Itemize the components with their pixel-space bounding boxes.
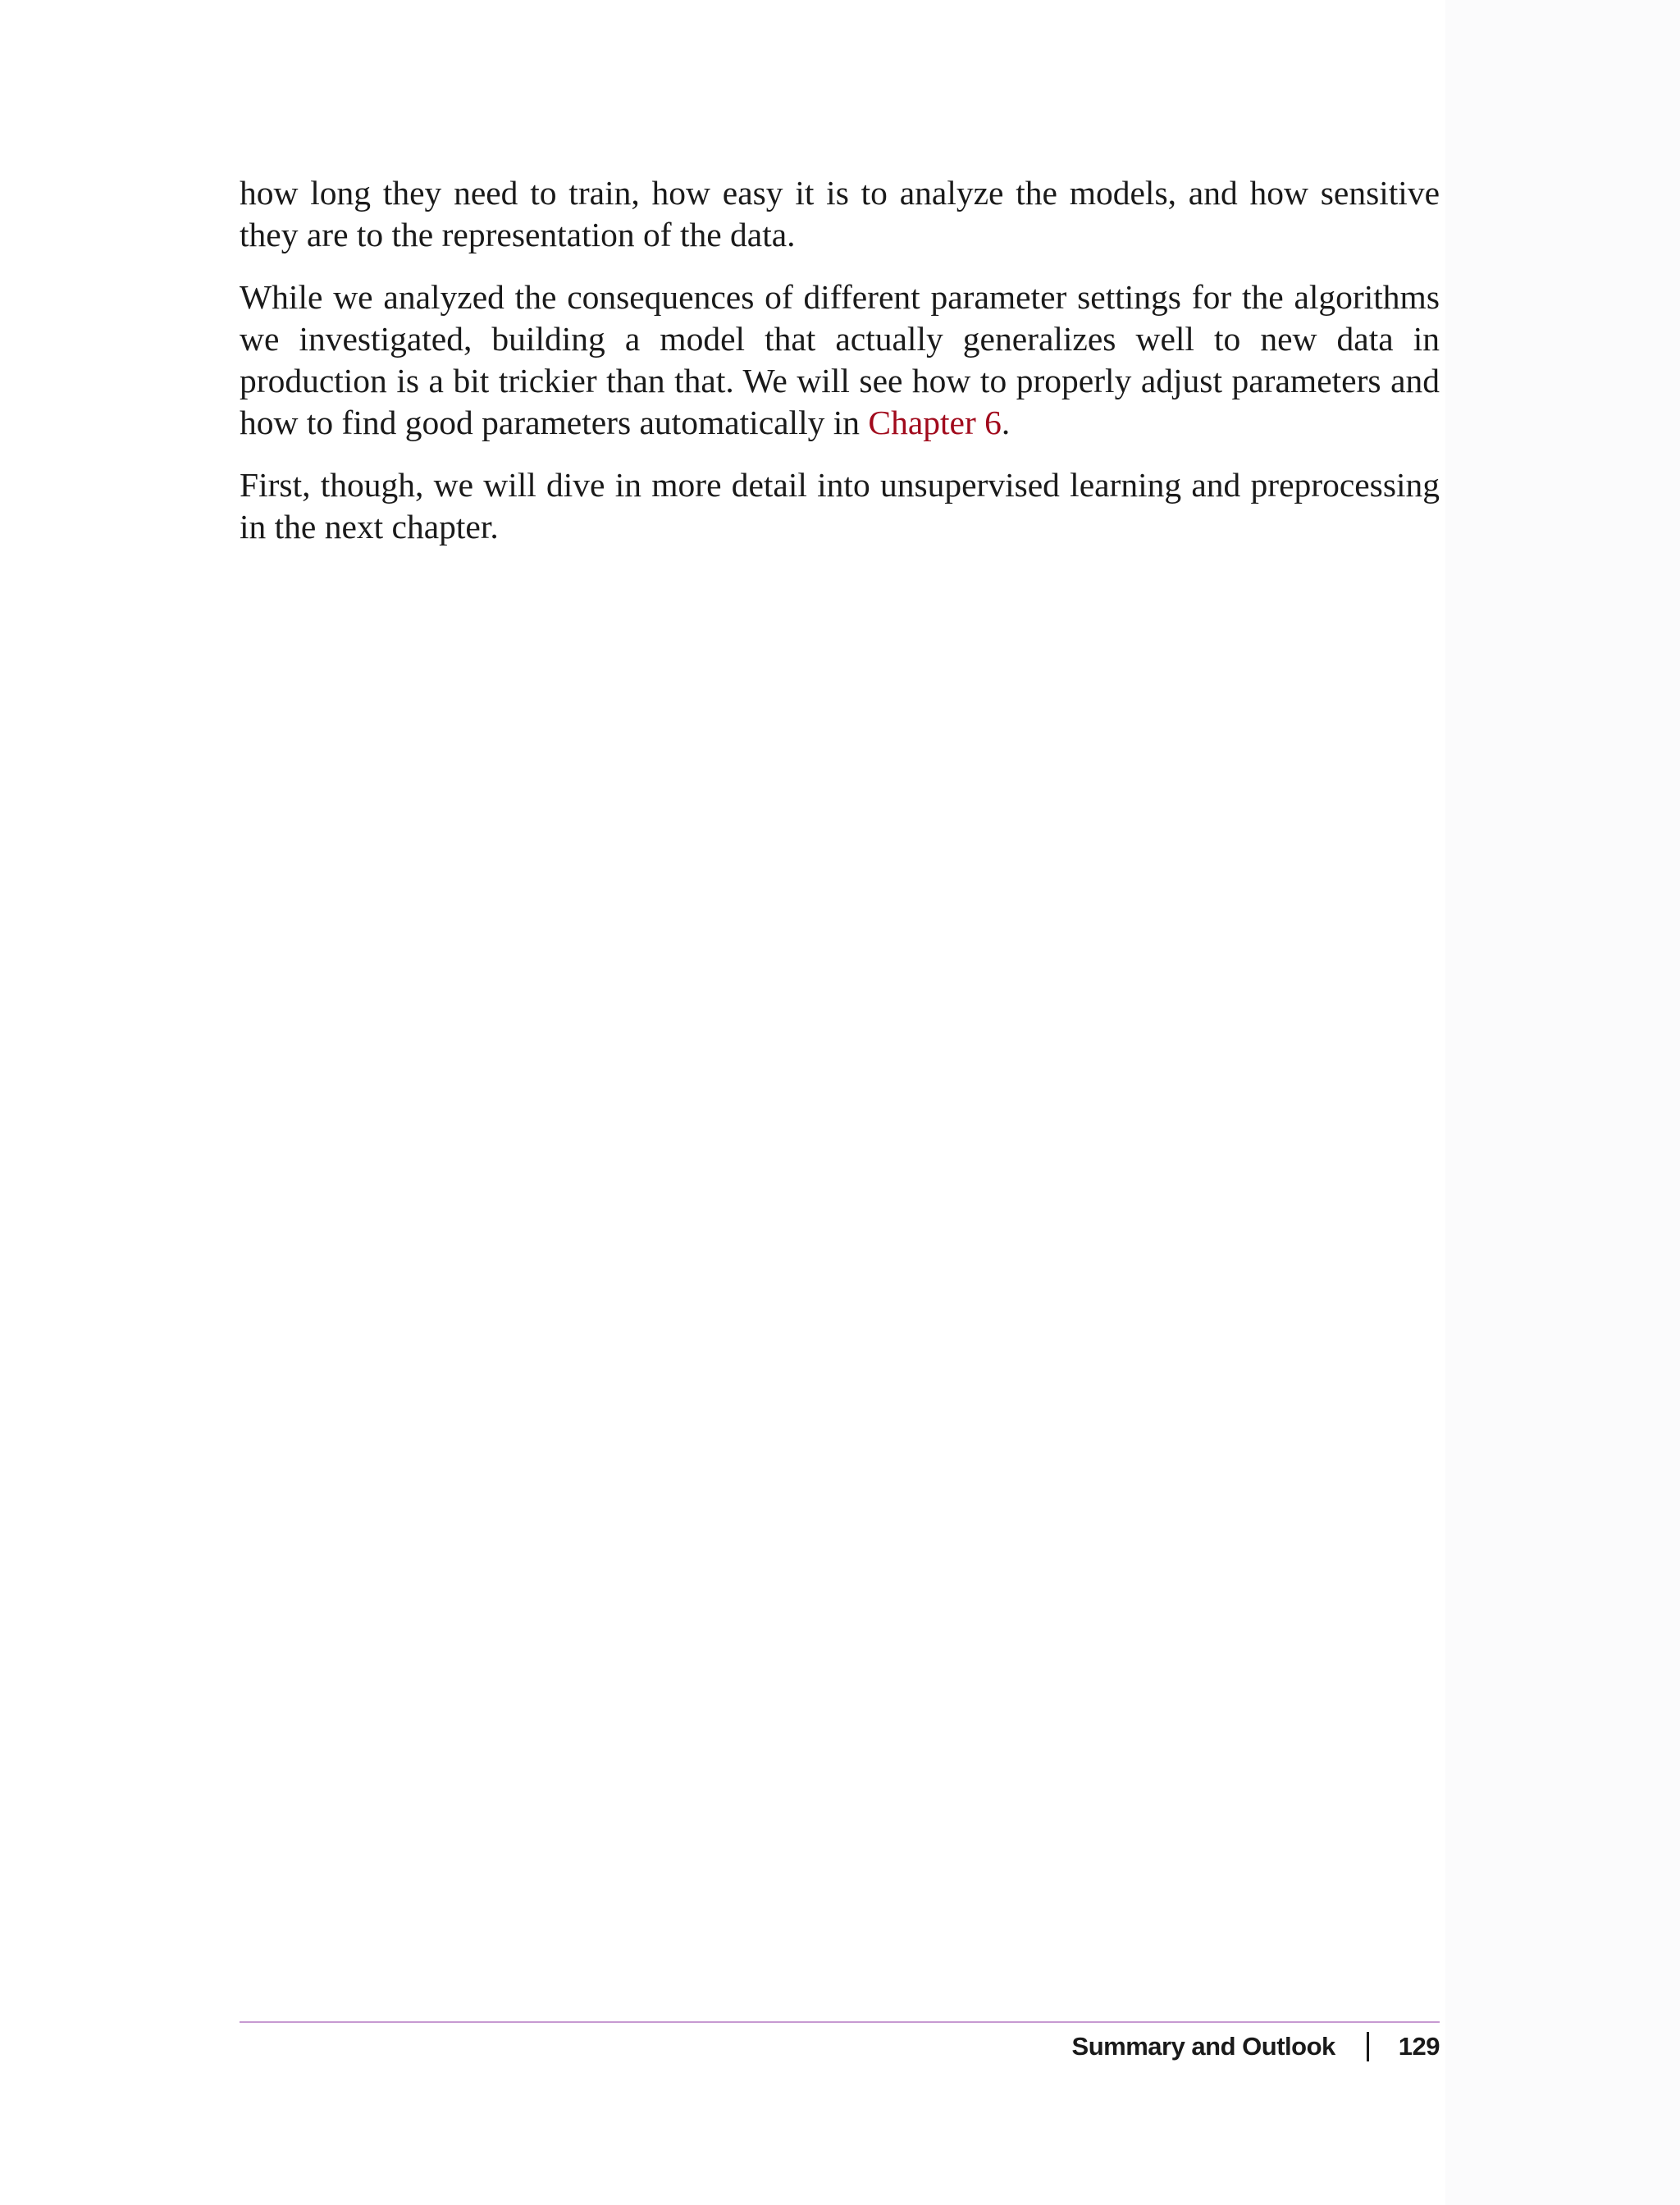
footer-section-title: Summary and Outlook: [1071, 2032, 1335, 2061]
chapter-6-link[interactable]: Chapter 6: [868, 404, 1002, 441]
paragraph-3: First, though, we will dive in more detail into unsupervised learning and preprocessing in the next chapter.: [240, 466, 1440, 546]
paragraph-2: [240, 276, 1440, 444]
paragraph-2-end: .: [1001, 404, 1011, 441]
footer-divider: [240, 2021, 1440, 2023]
footer-separator: [1367, 2032, 1369, 2061]
paragraph-1: how long they need to train, how easy it is to analyze the models, and how sensitive they are to the representation of the data.: [240, 174, 1440, 253]
body-text: [240, 172, 1440, 568]
page-number: 129: [1398, 2032, 1440, 2061]
paragraph-2-text: While we analyzed the consequences of different parameter settings for the algorithms we investigated, building a model that actually generalizes well to new data in production is a bit trickier than that. We will see how to properly adjust parameters and how to find good parameters automatically in: [240, 278, 1440, 441]
page-edge-shade: [1445, 0, 1680, 2205]
page-footer: [1072, 2032, 1440, 2061]
